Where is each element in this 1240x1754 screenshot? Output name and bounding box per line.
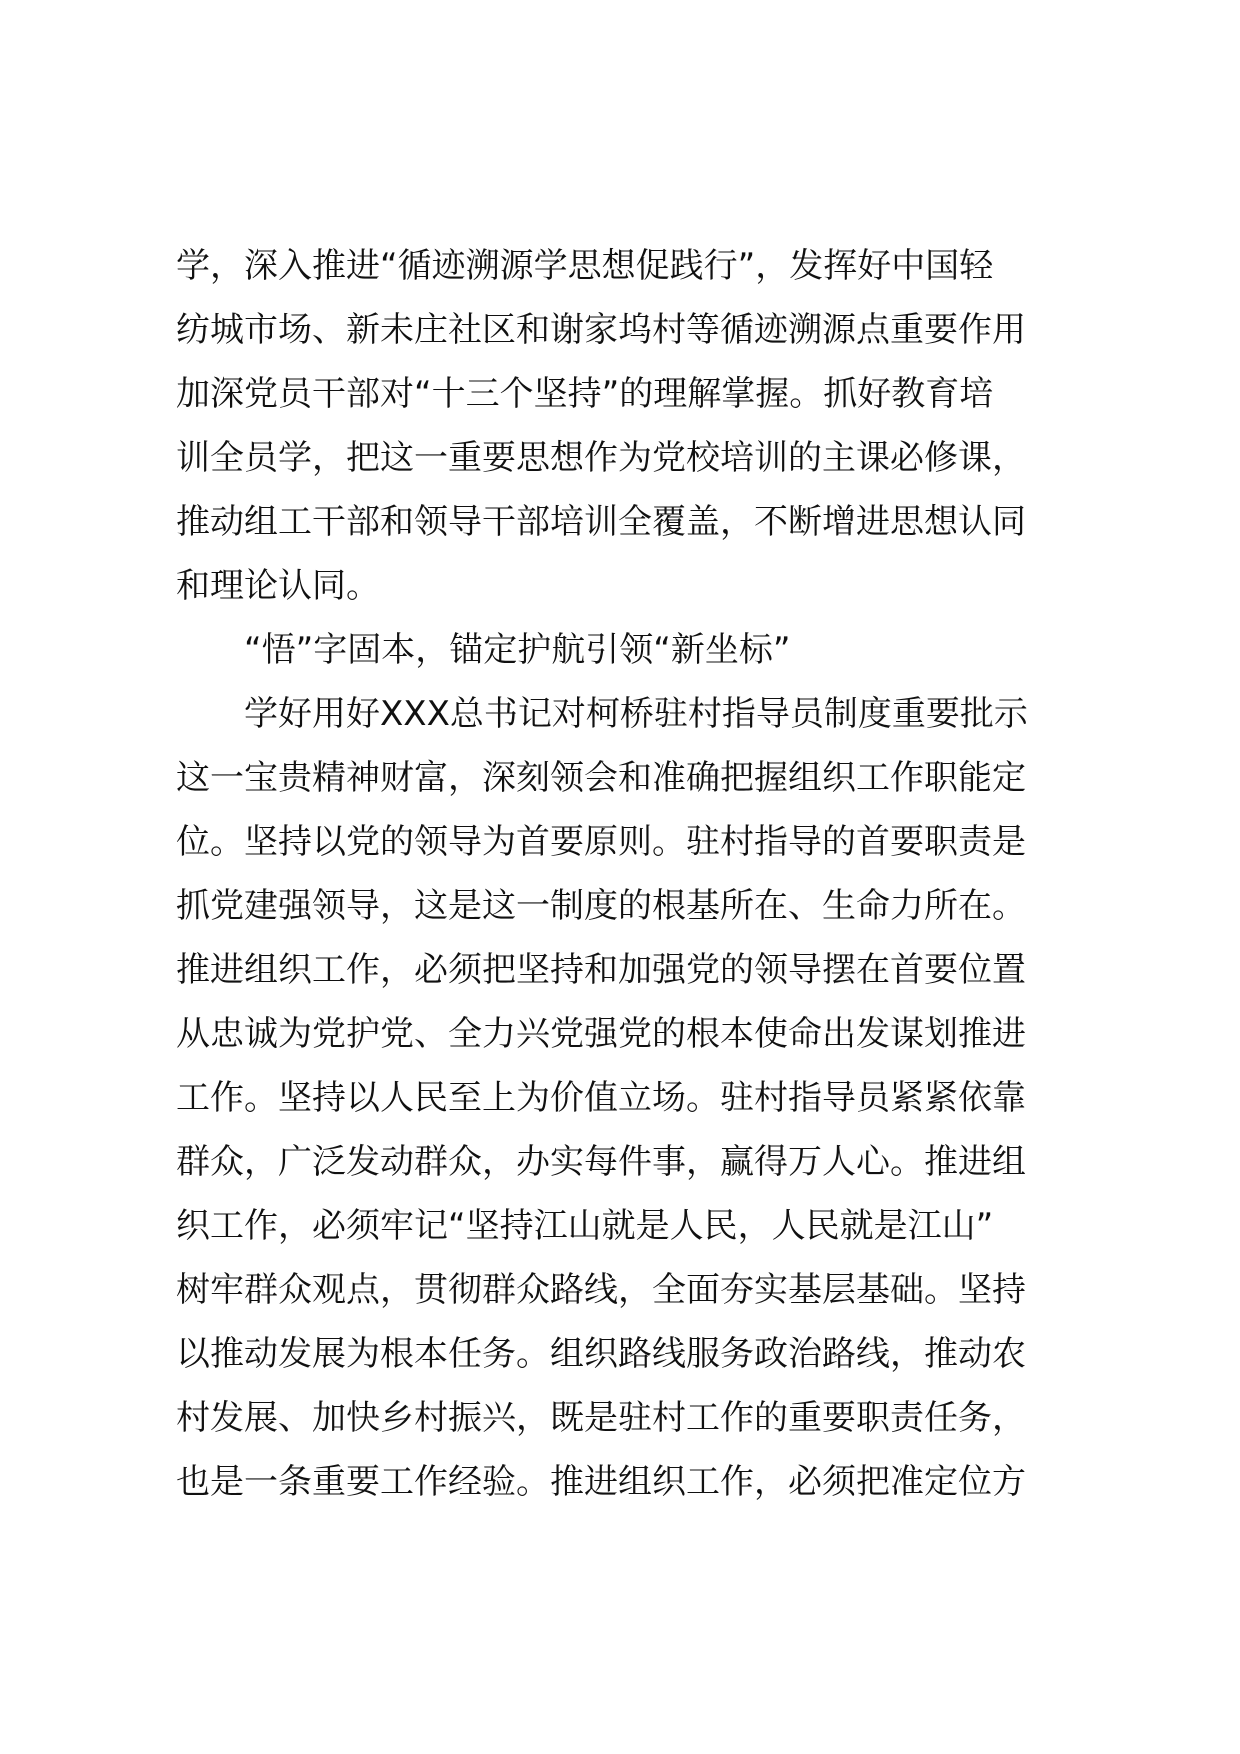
body-line: 纺城市场、新未庄社区和谢家坞村等循迹溯源点重要作用 bbox=[176, 310, 1026, 350]
body-line: 也是一条重要工作经验。推进组织工作，必须把准定位方 bbox=[176, 1462, 1026, 1502]
body-line: 从忠诚为党护党、全力兴党强党的根本使命出发谋划推进 bbox=[176, 1014, 1026, 1054]
body-line: 树牢群众观点，贯彻群众路线，全面夯实基层基础。坚持 bbox=[176, 1270, 1026, 1310]
body-line: 这一宝贵精神财富，深刻领会和准确把握组织工作职能定 bbox=[176, 758, 1026, 798]
body-line: 工作。坚持以人民至上为价值立场。驻村指导员紧紧依靠 bbox=[176, 1078, 1026, 1118]
body-line: 群众，广泛发动群众，办实每件事，赢得万人心。推进组 bbox=[176, 1142, 1026, 1182]
body-line: 以推动发展为根本任务。组织路线服务政治路线，推动农 bbox=[176, 1334, 1026, 1374]
document-body bbox=[176, 234, 1096, 1514]
body-line: 和理论认同。 bbox=[176, 566, 380, 606]
body-line: 织工作，必须牢记“坚持江山就是人民，人民就是江山” bbox=[176, 1206, 994, 1246]
section-heading: “悟”字固本，锚定护航引领“新坐标” bbox=[244, 630, 791, 670]
body-line: 村发展、加快乡村振兴，既是驻村工作的重要职责任务， bbox=[176, 1398, 1026, 1438]
body-line: 学，深入推进“循迹溯源学思想促践行”，发挥好中国轻 bbox=[176, 246, 994, 286]
paragraph-first-line: 学好用好XXX总书记对柯桥驻村指导员制度重要批示 bbox=[244, 694, 1028, 734]
body-line: 加深党员干部对“十三个坚持”的理解掌握。抓好教育培 bbox=[176, 374, 994, 414]
body-line: 抓党建强领导，这是这一制度的根基所在、生命力所在。 bbox=[176, 886, 1026, 926]
body-line: 训全员学，把这一重要思想作为党校培训的主课必修课， bbox=[176, 438, 1026, 478]
body-line: 推进组织工作，必须把坚持和加强党的领导摆在首要位置 bbox=[176, 950, 1026, 990]
body-line: 推动组工干部和领导干部培训全覆盖，不断增进思想认同 bbox=[176, 502, 1026, 542]
body-line: 位。坚持以党的领导为首要原则。驻村指导的首要职责是 bbox=[176, 822, 1026, 862]
